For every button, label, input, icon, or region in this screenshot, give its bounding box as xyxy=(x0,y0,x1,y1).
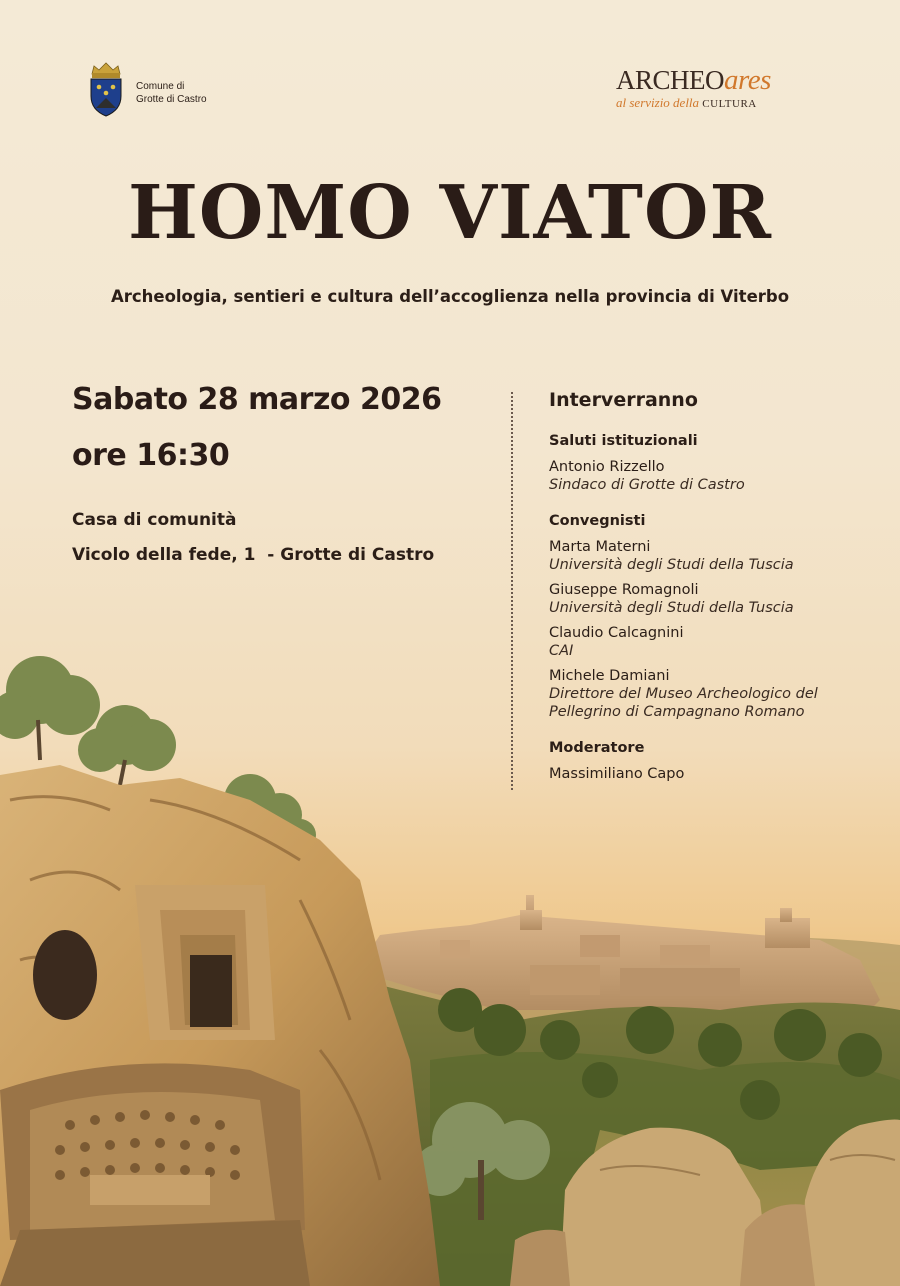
speakers-heading: Interverranno xyxy=(549,389,698,411)
speaker-role: Sindaco di Grotte di Castro xyxy=(549,477,745,493)
logo-tagline-italic: al servizio della xyxy=(616,95,700,110)
rock-tomb xyxy=(0,765,440,1286)
spacer xyxy=(549,660,879,667)
speakers-panel xyxy=(549,389,879,783)
municipality-name-line-1: Comune di xyxy=(136,81,185,92)
speaker-role-line-2: Pellegrino di Campagnano Romano xyxy=(549,704,805,720)
speaker-name: Massimiliano Capo xyxy=(549,766,685,782)
archeoares-logo xyxy=(616,64,816,114)
poster-subtitle: Archeologia, sentieri e cultura dell’accoglienza nella provincia di Viterbo xyxy=(110,287,790,306)
speaker-role: Università degli Studi della Tuscia xyxy=(549,557,794,573)
spacer xyxy=(549,758,879,765)
event-address: Vicolo della fede, 1 - Grotte di Castro xyxy=(72,545,435,565)
section-title: Moderatore xyxy=(549,740,645,756)
speaker-name: Marta Materni xyxy=(549,539,651,555)
event-date: Sabato 28 marzo 2026 xyxy=(72,382,442,417)
logo-part2: ares xyxy=(724,64,771,96)
speaker-role-line-1: Direttore del Museo Archeologico del xyxy=(549,686,818,702)
spacer xyxy=(549,574,879,581)
dotted-divider xyxy=(511,392,513,790)
speaker-name: Giuseppe Romagnoli xyxy=(549,582,699,598)
municipal-crest-icon xyxy=(88,60,124,118)
spacer xyxy=(549,531,879,538)
logo-wordmark xyxy=(616,64,771,97)
spacer xyxy=(549,494,879,511)
speaker-role: CAI xyxy=(549,643,574,659)
speaker-name: Michele Damiani xyxy=(549,668,670,684)
logo-part1: ARCHEO xyxy=(616,65,725,95)
logo-tagline xyxy=(616,95,757,111)
section-title: Saluti istituzionali xyxy=(549,433,698,449)
event-time: ore 16:30 xyxy=(72,438,230,473)
event-venue: Casa di comunità xyxy=(72,510,237,530)
spacer xyxy=(549,451,879,458)
speaker-role: Università degli Studi della Tuscia xyxy=(549,600,794,616)
spacer xyxy=(549,617,879,624)
logo-tagline-caps: CULTURA xyxy=(702,98,757,110)
spacer xyxy=(549,721,879,738)
section-title: Convegnisti xyxy=(549,513,646,529)
speaker-name: Antonio Rizzello xyxy=(549,459,665,475)
municipality-name-line-2: Grotte di Castro xyxy=(136,94,207,105)
poster-title: HOMO VIATOR xyxy=(128,170,772,256)
speaker-name: Claudio Calcagnini xyxy=(549,625,684,641)
